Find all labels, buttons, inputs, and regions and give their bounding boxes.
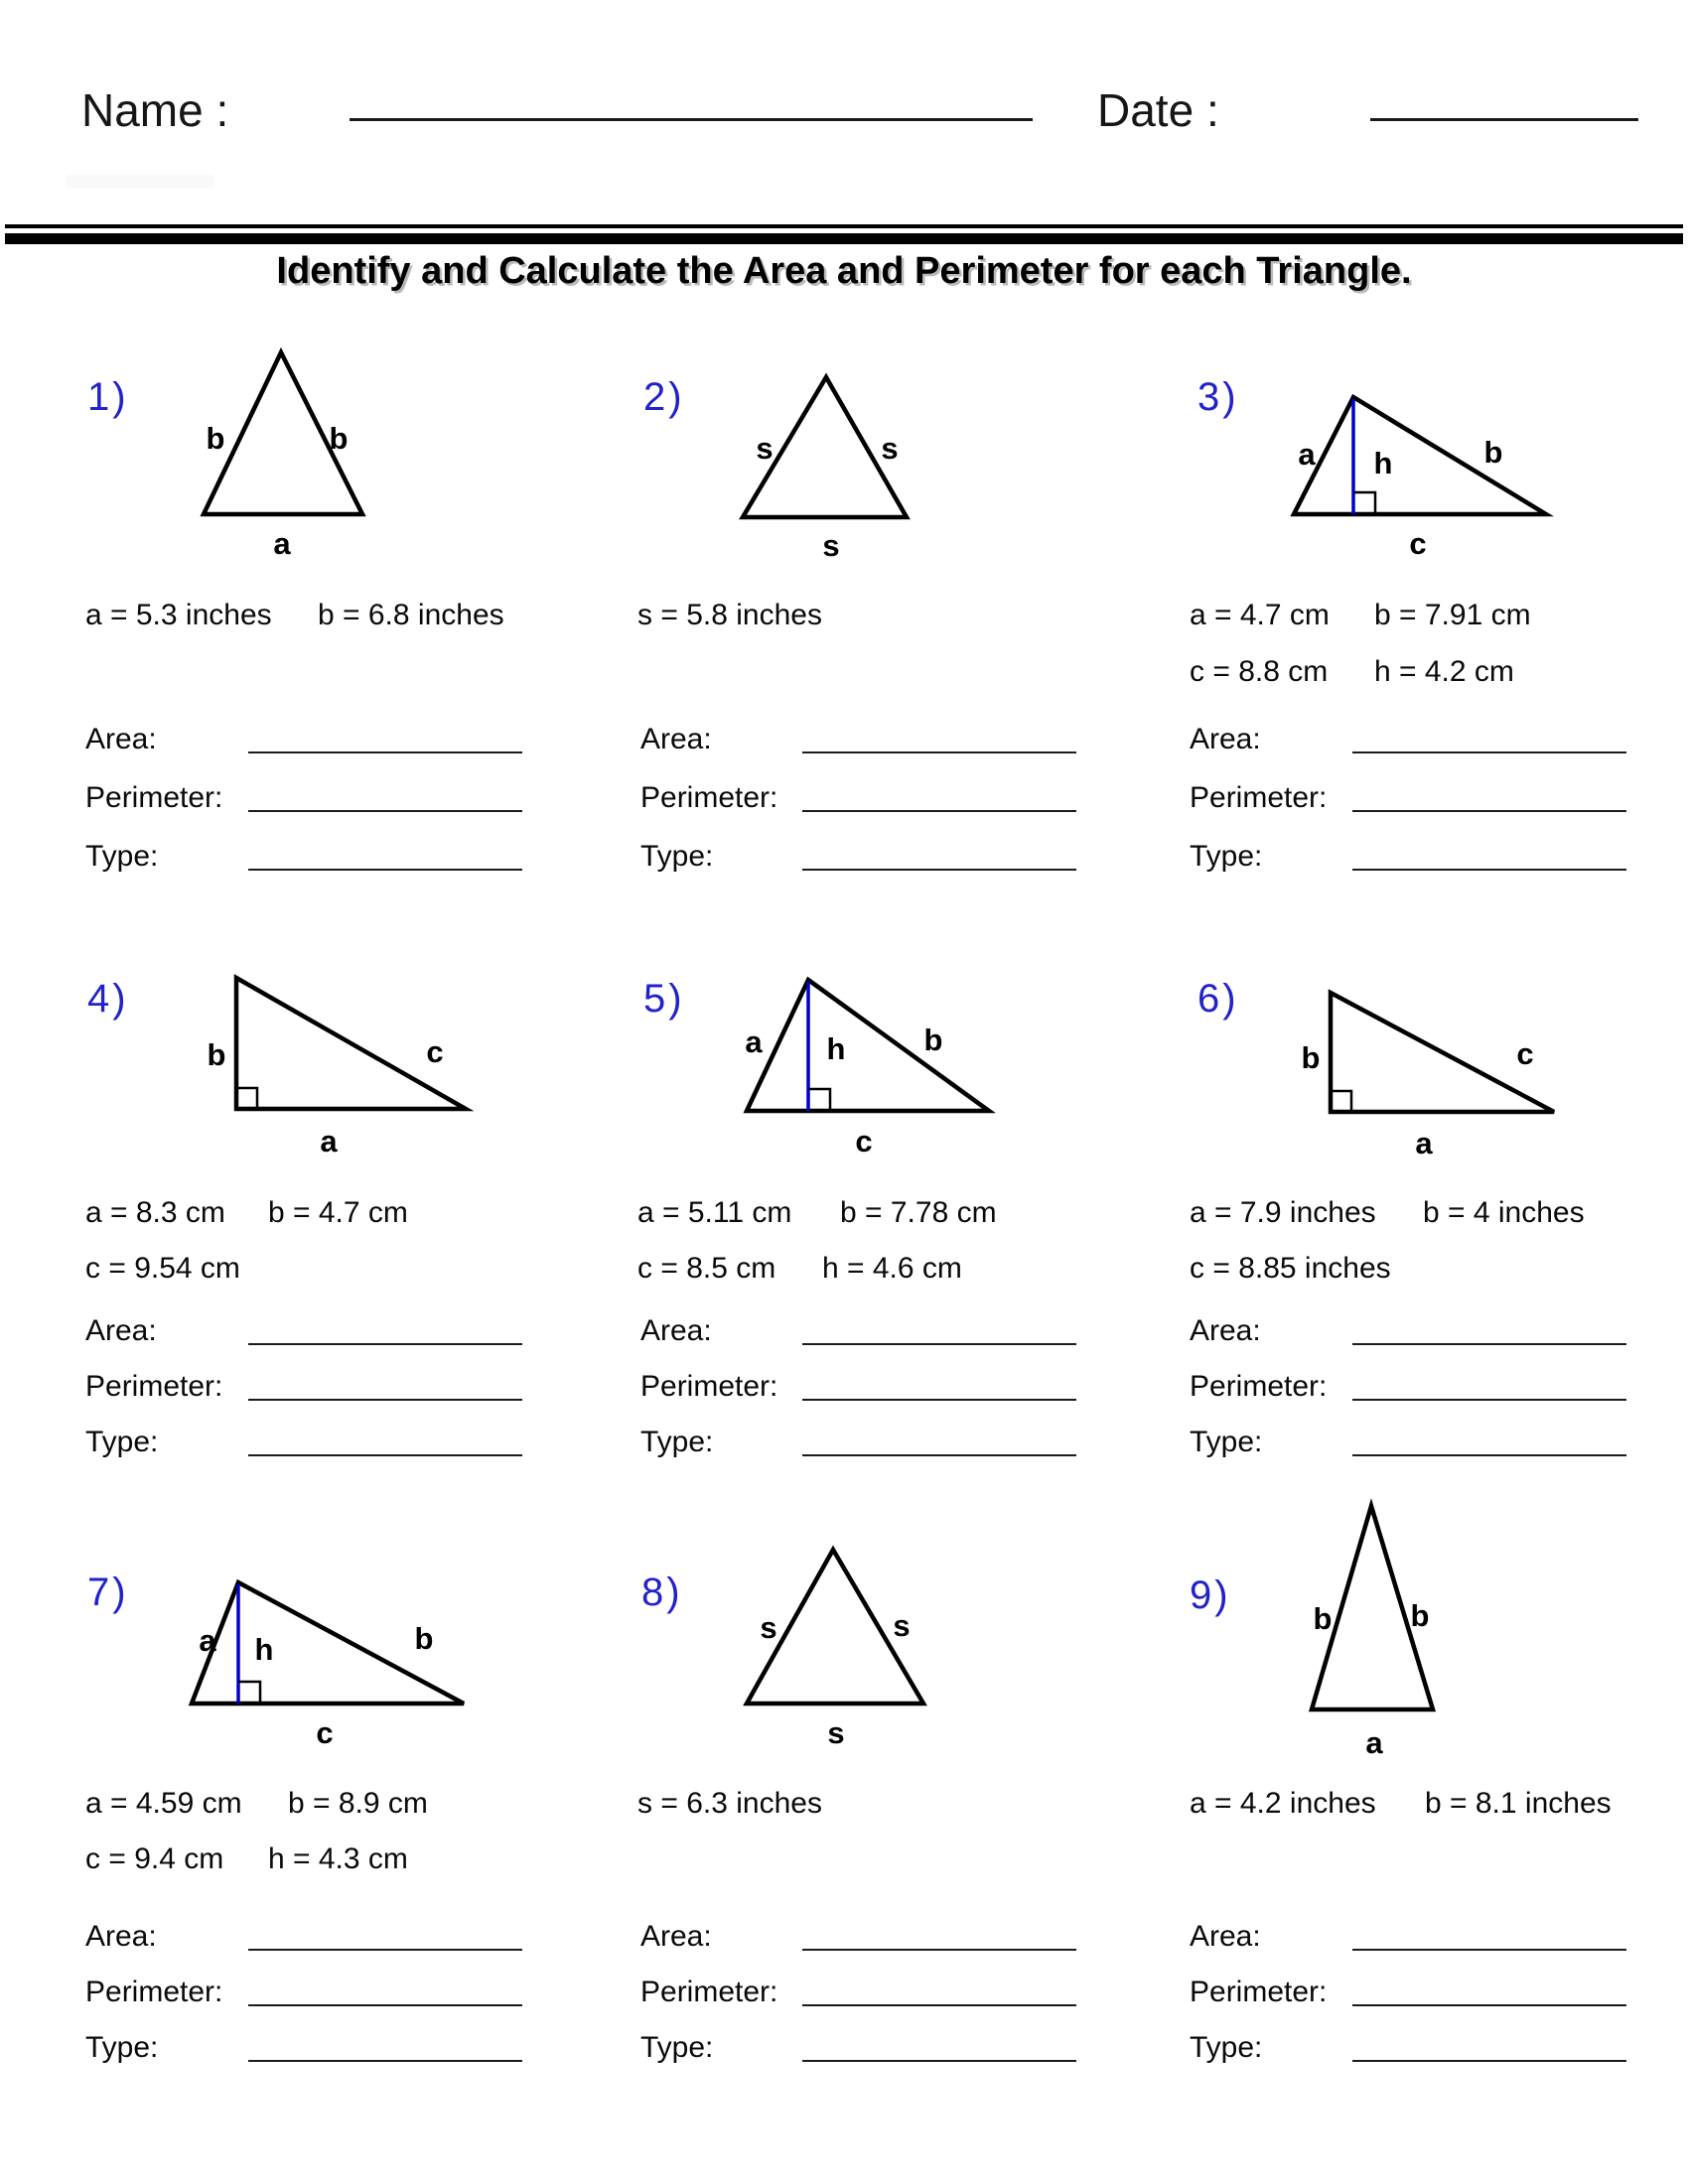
side-label-right: b <box>923 1023 943 1057</box>
type-blank-line <box>248 869 522 871</box>
side-label-right: c <box>426 1034 444 1069</box>
side-label-left: a <box>745 1024 763 1059</box>
side-label-base: a <box>1365 1725 1383 1760</box>
side-label-base: c <box>1409 526 1427 561</box>
area-blank-line <box>802 1343 1076 1345</box>
triangle-outline <box>747 980 989 1111</box>
type-label: Type: <box>85 1426 159 1458</box>
area-label: Area: <box>85 1314 157 1347</box>
perimeter-blank-line <box>1352 2004 1626 2006</box>
side-label-left: s <box>760 1610 777 1645</box>
type-label: Type: <box>85 2031 159 2064</box>
type-blank-line <box>802 2060 1076 2062</box>
perimeter-blank-line <box>802 1399 1076 1401</box>
measurement: a = 5.11 cm <box>637 1196 792 1229</box>
measurement: h = 4.2 cm <box>1374 655 1514 688</box>
measurement: h = 4.6 cm <box>822 1252 962 1285</box>
perimeter-blank-line <box>802 810 1076 812</box>
perimeter-blank-line <box>1352 810 1626 812</box>
measurement: b = 4.7 cm <box>268 1196 408 1229</box>
area-blank-line <box>1352 1343 1626 1345</box>
measurement: c = 8.85 inches <box>1190 1252 1391 1285</box>
side-label-right: s <box>881 431 899 466</box>
type-label: Type: <box>85 840 159 873</box>
type-blank-line <box>1352 2060 1626 2062</box>
type-label: Type: <box>640 2031 714 2064</box>
name-label: Name : <box>81 84 229 136</box>
problem-4-number: 4) <box>87 977 129 1021</box>
side-label-base: s <box>827 1715 845 1750</box>
area-blank-line <box>802 751 1076 753</box>
measurement: a = 4.59 cm <box>85 1787 242 1820</box>
type-label: Type: <box>640 1426 714 1458</box>
measurement: b = 4 inches <box>1423 1196 1585 1229</box>
area-label: Area: <box>85 723 157 755</box>
perimeter-blank-line <box>1352 1399 1626 1401</box>
measurement: a = 4.7 cm <box>1190 599 1330 631</box>
area-label: Area: <box>640 1920 712 1953</box>
perimeter-label: Perimeter: <box>1190 781 1328 814</box>
measurement: s = 5.8 inches <box>637 599 822 631</box>
measurement: a = 8.3 cm <box>85 1196 225 1229</box>
problem-5-number: 5) <box>643 977 685 1021</box>
problem-6-number: 6) <box>1197 977 1239 1021</box>
area-label: Area: <box>640 1314 712 1347</box>
type-label: Type: <box>1190 840 1263 873</box>
measurement: s = 6.3 inches <box>637 1787 822 1820</box>
right-angle-marker <box>1331 1091 1351 1112</box>
side-label-base: c <box>316 1715 334 1750</box>
side-label-left: b <box>207 1037 226 1072</box>
side-label-base: a <box>1415 1126 1433 1160</box>
type-blank-line <box>248 2060 522 2062</box>
problem-9-number: 9) <box>1190 1573 1231 1617</box>
measurement: b = 7.78 cm <box>840 1196 997 1229</box>
measurement: b = 7.91 cm <box>1374 599 1531 631</box>
triangle-2 <box>743 377 907 563</box>
perimeter-label: Perimeter: <box>85 781 223 814</box>
perimeter-label: Perimeter: <box>85 1370 223 1403</box>
height-label: h <box>254 1632 274 1667</box>
area-label: Area: <box>640 723 712 755</box>
area-blank-line <box>802 1949 1076 1951</box>
problem-3-number: 3) <box>1197 375 1239 419</box>
perimeter-label: Perimeter: <box>1190 1976 1328 2008</box>
type-blank-line <box>248 1454 522 1456</box>
problem-1-number: 1) <box>87 375 129 419</box>
side-label-right: c <box>1516 1036 1534 1071</box>
page-title: Identify and Calculate the Area and Perimeter for each Triangle. <box>276 250 1412 292</box>
right-angle-marker <box>236 1088 257 1109</box>
type-blank-line <box>802 1454 1076 1456</box>
measurement: c = 8.5 cm <box>637 1252 776 1285</box>
perimeter-blank-line <box>248 810 522 812</box>
perimeter-label: Perimeter: <box>640 1370 778 1403</box>
side-label-left: s <box>756 431 774 466</box>
triangle-7 <box>192 1582 464 1750</box>
side-label-right: b <box>1483 435 1503 470</box>
measurement: c = 8.8 cm <box>1190 655 1329 688</box>
type-blank-line <box>1352 869 1626 871</box>
measurement: b = 6.8 inches <box>318 599 504 631</box>
triangle-9 <box>1312 1506 1433 1760</box>
perimeter-label: Perimeter: <box>1190 1370 1328 1403</box>
right-angle-marker <box>238 1682 260 1704</box>
perimeter-blank-line <box>802 2004 1076 2006</box>
problem-8-number: 8) <box>641 1570 683 1614</box>
area-label: Area: <box>85 1920 157 1953</box>
side-label-left: b <box>1301 1040 1321 1075</box>
height-label: h <box>1373 446 1393 480</box>
triangle-4 <box>208 978 466 1159</box>
perimeter-label: Perimeter: <box>640 1976 778 2008</box>
problem-2-number: 2) <box>643 375 685 419</box>
side-label-left: a <box>199 1623 216 1658</box>
measurement: b = 8.9 cm <box>288 1787 428 1820</box>
side-label-base: c <box>855 1124 873 1159</box>
measurement: b = 8.1 inches <box>1425 1787 1612 1820</box>
date-label: Date : <box>1097 84 1219 136</box>
area-label: Area: <box>1190 1314 1261 1347</box>
area-label: Area: <box>1190 723 1261 755</box>
area-blank-line <box>248 751 522 753</box>
measurement: a = 5.3 inches <box>85 599 272 631</box>
perimeter-label: Perimeter: <box>640 781 778 814</box>
side-label-right: b <box>329 421 349 456</box>
area-blank-line <box>1352 1949 1626 1951</box>
type-label: Type: <box>640 840 714 873</box>
triangle-outline <box>1294 397 1546 514</box>
area-label: Area: <box>1190 1920 1261 1953</box>
measurement: a = 4.2 inches <box>1190 1787 1376 1820</box>
side-label-base: s <box>822 528 840 563</box>
triangle-5 <box>745 980 989 1159</box>
side-label-base: a <box>273 526 291 561</box>
side-label-right: b <box>1410 1598 1430 1633</box>
problem-7-number: 7) <box>87 1570 129 1614</box>
perimeter-blank-line <box>248 1399 522 1401</box>
area-blank-line <box>1352 751 1626 753</box>
type-blank-line <box>1352 1454 1626 1456</box>
triangle-1 <box>204 352 362 561</box>
right-angle-marker <box>808 1089 830 1111</box>
side-label-left: a <box>1298 437 1316 472</box>
triangle-6 <box>1302 993 1554 1160</box>
right-angle-marker <box>1353 492 1375 514</box>
triangle-8 <box>747 1550 923 1750</box>
side-label-right: s <box>893 1608 911 1643</box>
type-blank-line <box>802 869 1076 871</box>
side-label-left: b <box>1313 1601 1333 1636</box>
side-label-left: b <box>206 421 225 456</box>
area-blank-line <box>248 1343 522 1345</box>
height-label: h <box>826 1031 846 1066</box>
type-label: Type: <box>1190 1426 1263 1458</box>
side-label-base: a <box>320 1124 338 1159</box>
measurement: c = 9.54 cm <box>85 1252 240 1285</box>
triangle-3 <box>1294 397 1546 561</box>
perimeter-label: Perimeter: <box>85 1976 223 2008</box>
measurement: c = 9.4 cm <box>85 1843 224 1875</box>
measurement: a = 7.9 inches <box>1190 1196 1376 1229</box>
measurement: h = 4.3 cm <box>268 1843 408 1875</box>
area-blank-line <box>248 1949 522 1951</box>
type-label: Type: <box>1190 2031 1263 2064</box>
side-label-right: b <box>414 1621 434 1656</box>
perimeter-blank-line <box>248 2004 522 2006</box>
